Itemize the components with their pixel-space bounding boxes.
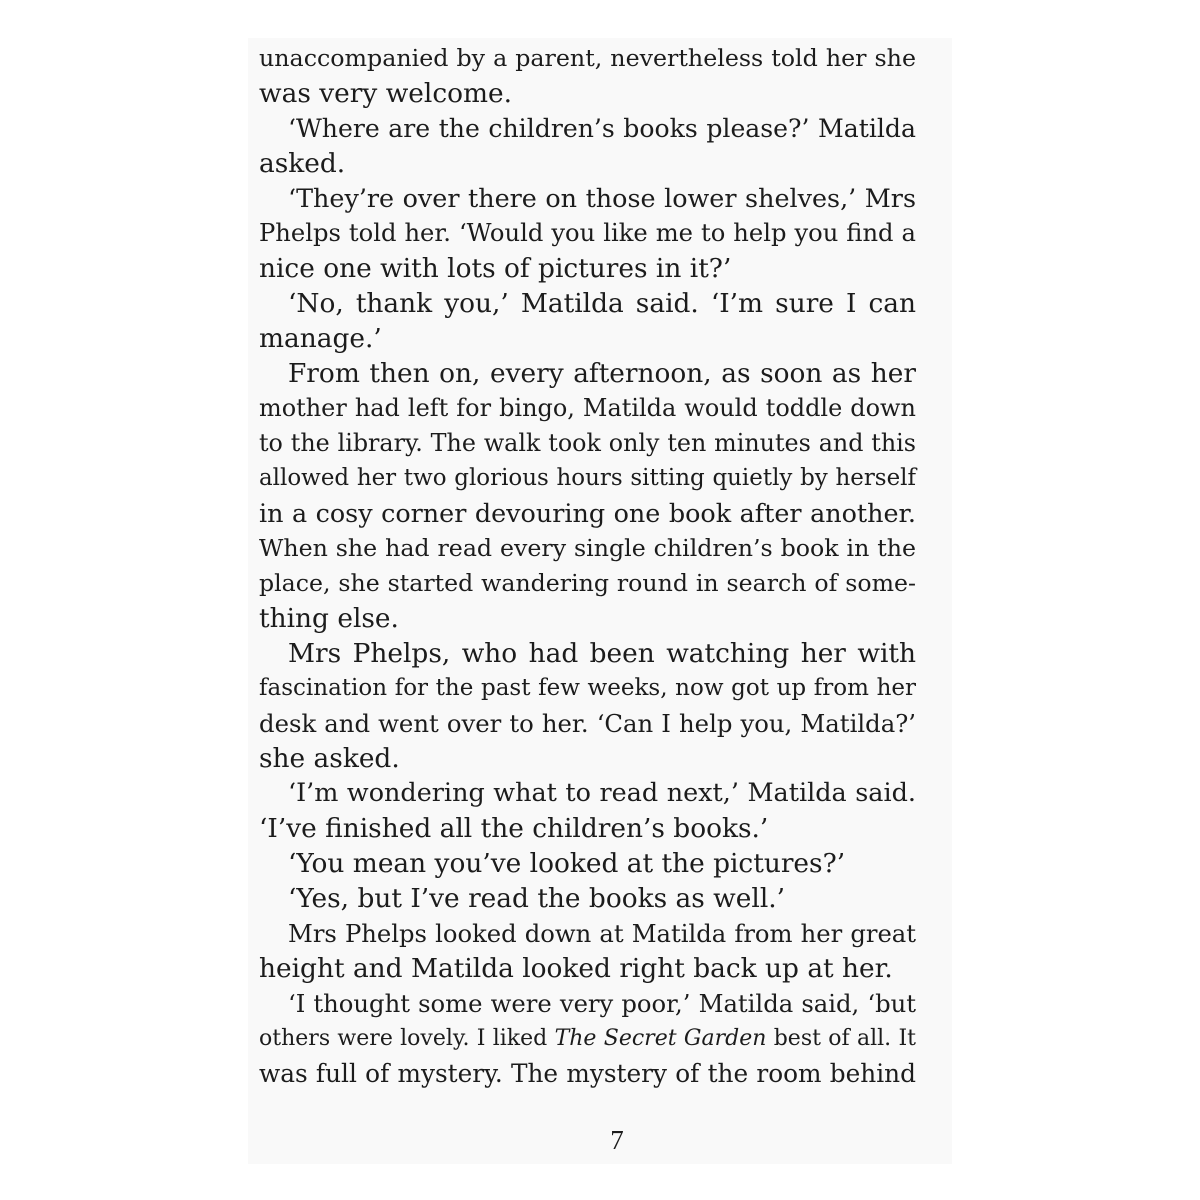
text-line: When she had read every single children’s book in the bbox=[259, 534, 916, 562]
text-line: she asked. bbox=[259, 743, 400, 774]
text-line: fascination for the past few weeks, now got up from her bbox=[259, 675, 916, 701]
text-line: ‘I’m wondering what to read next,’ Matilda said. bbox=[288, 778, 916, 808]
text-line: ‘I thought some were very poor,’ Matilda said, ‘but bbox=[288, 989, 916, 1018]
text-line: height and Matilda looked right back up at her. bbox=[259, 953, 893, 984]
text-line: manage.’ bbox=[259, 323, 382, 354]
text-line: place, she started wandering round in search of some- bbox=[259, 569, 916, 597]
text-line: unaccompanied by a parent, nevertheless told her she bbox=[259, 44, 916, 72]
text-line-with-title bbox=[259, 1021, 916, 1056]
text-line: ‘I’ve finished all the children’s books.’ bbox=[259, 813, 769, 844]
book-page bbox=[248, 38, 952, 1164]
text-line: was very welcome. bbox=[259, 78, 513, 109]
text-fragment: others were lovely. I liked bbox=[259, 1026, 555, 1051]
text-line: Mrs Phelps, who had been watching her with bbox=[288, 638, 916, 669]
body-text bbox=[259, 41, 916, 1091]
text-line: Mrs Phelps looked down at Matilda from her great bbox=[288, 919, 916, 948]
text-line: nice one with lots of pictures in it?’ bbox=[259, 253, 732, 284]
book-title-italic: The Secret Garden bbox=[554, 1026, 767, 1051]
text-line: ‘Yes, but I’ve read the books as well.’ bbox=[288, 883, 786, 914]
text-line: to the library. The walk took only ten minutes and this bbox=[259, 429, 916, 457]
text-line: was full of mystery. The mystery of the room behind bbox=[259, 1059, 916, 1088]
text-fragment: best of all. It bbox=[766, 1026, 916, 1051]
text-line: ‘They’re over there on those lower shelves,’ Mrs bbox=[288, 183, 916, 213]
text-line: ‘You mean you’ve looked at the pictures?’ bbox=[288, 848, 846, 879]
text-line: desk and went over to her. ‘Can I help you, Matilda?’ bbox=[259, 709, 916, 738]
text-line: asked. bbox=[259, 148, 346, 179]
page-number: 7 bbox=[610, 1125, 624, 1155]
text-line: ‘Where are the children’s books please?’ Matilda bbox=[288, 114, 916, 143]
text-line: mother had left for bingo, Matilda would toddle down bbox=[259, 394, 916, 422]
text-line: allowed her two glorious hours sitting quietly by herself bbox=[259, 465, 916, 491]
text-line: From then on, every afternoon, as soon as her bbox=[288, 358, 916, 389]
text-line: thing else. bbox=[259, 603, 399, 634]
text-line: ‘No, thank you,’ Matilda said. ‘I’m sure I can bbox=[288, 288, 916, 319]
text-line: Phelps told her. ‘Would you like me to help you find a bbox=[259, 219, 916, 247]
text-line: in a cosy corner devouring one book after another. bbox=[259, 498, 916, 528]
